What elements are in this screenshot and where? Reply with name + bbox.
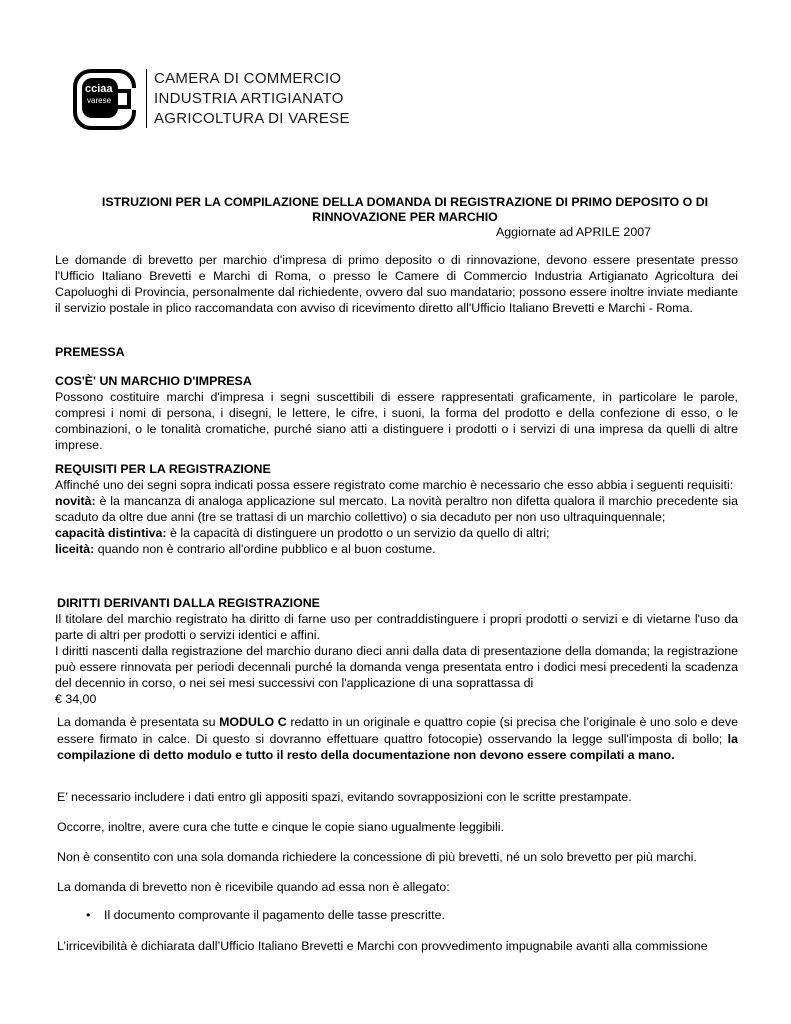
requisiti-paragraph xyxy=(55,477,738,557)
intro-paragraph: Le domande di brevetto per marchio d'impresa di primo deposito o di rinnovazione, devono essere presentate presso l'Ufficio Italiano Brevetti e Marchi di Roma, o presso le Camere di Commercio Industria Artigianato Agricoltura dei Capoluoghi di Provincia, personalmente dal richiedente, ovvero dal suo mandatario; possono essere inoltre inviate mediante il servizio postale in plico raccomandata con avviso di ricevimento diretto all'Ufficio Italiano Brevetti e Marchi - Roma. xyxy=(55,253,738,315)
diritti-text2: I diritti nascenti dalla registrazione del marchio durano dieci anni dalla data di presentazione della domanda; la registrazione può essere rinnovata per periodi decennali purché la domanda venga presentata entro i dodici mesi precedenti la scadenza del decennio in corso, o nei sei mesi successivi con l'applicazione di una soprattassa di xyxy=(55,644,738,690)
capacita-text: è la capacità di distinguere un prodotto o un servizio da quello di altri; xyxy=(166,526,550,540)
requisiti-intro: Affinché uno dei segni sopra indicati possa essere registrato come marchio è necessario che esso abbia i seguenti requisiti: xyxy=(55,478,734,492)
org-name-line1: CAMERA DI COMMERCIO xyxy=(154,70,342,87)
necessario-paragraph: E’ necessario includere i dati entro gli appositi spazi, evitando sovrapposizioni con le scritte prestampate. xyxy=(57,790,632,804)
novita-item xyxy=(55,493,738,525)
cose-paragraph: Possono costituire marchi d'impresa i segni suscettibili di essere rappresentati graficamente, in particolare le parole, compresi i nomi di persona, i disegni, le lettere, le cifre, i suoni, la forma del prodotto e della confezione di esso, o le combinazioni, o le tonalità cromatiche, purché siano atti a distinguere i prodotti o i servizi di una impresa da quelli di altre imprese. xyxy=(55,390,738,452)
diritti-text1: Il titolare del marchio registrato ha diritto di farne uso per contraddistinguere i propri prodotti o servizi e di vietarne l'uso da parte di altri per prodotti o servizi identici e affini. xyxy=(55,612,738,642)
capacita-item xyxy=(55,525,738,541)
diritti-amount: € 34,00 xyxy=(55,692,97,706)
bullet-item: Il documento comprovante il pagamento delle tasse prescritte. xyxy=(104,908,445,922)
modulo-paragraph xyxy=(57,714,738,764)
liceita-label: liceità: xyxy=(55,542,95,556)
novita-text: è la mancanza di analoga applicazione sul mercato. La novità peraltro non difetta qualora il marchio precedente sia scaduto da oltre due anni (tre se trattasi di un marchio collettivo) o sia decaduto per non uso ultraquinquennale; xyxy=(55,494,738,524)
liceita-text: quando non è contrario all'ordine pubblico e al buon costume. xyxy=(94,542,436,556)
cose-heading: COS'È' UN MARCHIO D'IMPRESA xyxy=(55,374,252,388)
requisiti-heading: REQUISITI PER LA REGISTRAZIONE xyxy=(55,462,271,476)
logo-divider xyxy=(146,69,147,128)
org-name-line3: AGRICOLTURA DI VARESE xyxy=(154,110,350,127)
cciaa-logo xyxy=(73,69,136,130)
updated-date: Aggiornate ad APRILE 2007 xyxy=(496,225,651,239)
document-title-line2: RINNOVAZIONE PER MARCHIO xyxy=(312,210,498,224)
bullet-icon: • xyxy=(86,908,91,922)
logo-text-varese: varese xyxy=(87,96,112,105)
modulo-mid: redatto in un originale e quattro copie (si precisa che l’originale è uno solo e deve essere firmato in calce. Di questo si dovranno effettuare quattro fotocopie) osservando la legge sull'imposta di bollo; xyxy=(57,715,739,746)
modulo-c-label: MODULO C xyxy=(219,715,287,729)
modulo-pre: La domanda è presentata su xyxy=(57,715,220,729)
non-consentito-paragraph: Non è consentito con una sola domanda richiedere la concessione di più brevetti, né un solo brevetto per più marchi. xyxy=(57,850,697,864)
document-title-line1: ISTRUZIONI PER LA COMPILAZIONE DELLA DOMANDA DI REGISTRAZIONE DI PRIMO DEPOSITO O DI xyxy=(101,195,709,209)
capacita-label: capacità distintiva: xyxy=(55,526,167,540)
diritti-paragraph xyxy=(55,611,738,707)
occorre-paragraph: Occorre, inoltre, avere cura che tutte e cinque le copie siano ugualmente leggibili. xyxy=(57,820,505,834)
irricevibilita-paragraph: L’irricevibilità è dichiarata dall’Ufficio Italiano Brevetti e Marchi con provvedimento impugnabile avanti alla commissione xyxy=(57,939,708,953)
diritti-heading: DIRITTI DERIVANTI DALLA REGISTRAZIONE xyxy=(57,596,320,610)
modulo-warning: la compilazione di detto modulo e tutto il resto della documentazione non devono essere compilati a mano. xyxy=(57,731,738,762)
premessa-heading: PREMESSA xyxy=(55,345,125,359)
novita-label: novità: xyxy=(55,494,96,508)
org-name-line2: INDUSTRIA ARTIGIANATO xyxy=(154,90,344,107)
logo-text-cciaa: cciaa xyxy=(85,83,113,95)
ricevibile-paragraph: La domanda di brevetto non è ricevibile quando ad essa non è allegato: xyxy=(57,880,450,894)
liceita-item xyxy=(55,541,738,557)
